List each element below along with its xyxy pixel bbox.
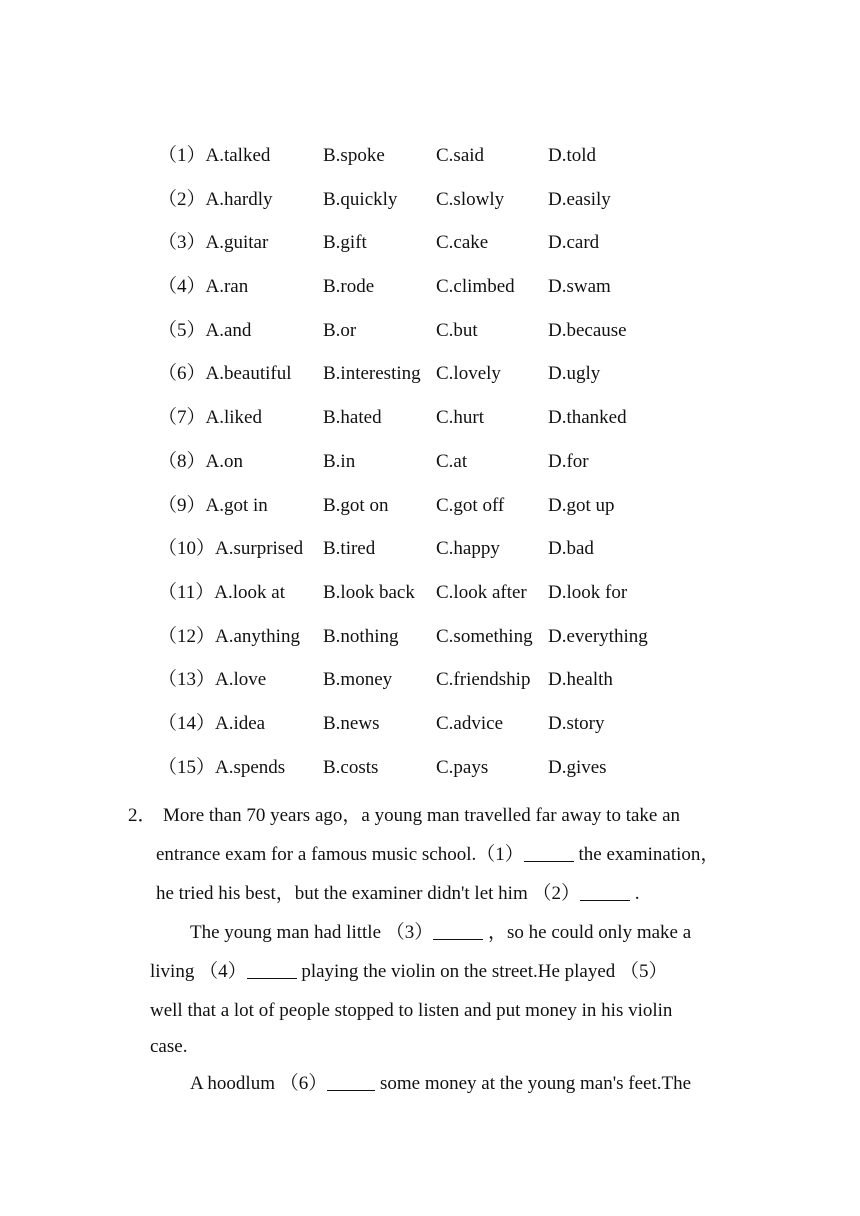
option-number-a: （5）A.and xyxy=(158,319,252,341)
question-2 xyxy=(128,796,748,1103)
option-d: D.bad xyxy=(548,538,594,560)
option-b: B.tired xyxy=(323,538,376,560)
option-number-a: （15）A.spends xyxy=(158,756,286,778)
option-row xyxy=(158,624,718,668)
option-b: B.hated xyxy=(323,407,382,429)
option-row xyxy=(158,711,718,755)
option-number-a: （10）A.surprised xyxy=(158,538,304,560)
blank-6[interactable] xyxy=(327,1072,375,1091)
option-row xyxy=(158,187,718,231)
option-b: B.quickly xyxy=(323,188,398,210)
option-c: C.something xyxy=(436,625,533,647)
option-b: B.gift xyxy=(323,232,367,254)
paragraph-2-line-2: living （4） playing the violin on the street.He played （5） xyxy=(150,961,668,982)
option-b: B.news xyxy=(323,712,380,734)
option-c: C.pays xyxy=(436,756,489,778)
option-row xyxy=(158,580,718,624)
blank-3[interactable] xyxy=(433,921,483,940)
option-row xyxy=(158,274,718,318)
option-d: D.got up xyxy=(548,494,615,516)
option-row xyxy=(158,361,718,405)
option-d: D.because xyxy=(548,319,627,341)
option-number-a: （11）A.look at xyxy=(158,581,286,603)
option-number-a: （7）A.liked xyxy=(158,407,262,429)
question-number: 2． xyxy=(128,805,157,826)
option-b: B.interesting xyxy=(323,363,421,385)
blank-2[interactable] xyxy=(580,882,630,901)
question-2-line-2: entrance exam for a famous music school.（1） the examination， xyxy=(156,844,720,865)
option-number-a: （9）A.got in xyxy=(158,494,268,516)
option-b: B.got on xyxy=(323,494,389,516)
option-row xyxy=(158,318,718,362)
option-row xyxy=(158,405,718,449)
option-number-a: （14）A.idea xyxy=(158,712,266,734)
option-c: C.said xyxy=(436,145,485,166)
option-b: B.rode xyxy=(323,276,375,298)
option-c: C.lovely xyxy=(436,363,501,385)
option-row xyxy=(158,230,718,274)
option-c: C.at xyxy=(436,450,468,472)
option-row xyxy=(158,143,718,187)
option-c: C.hurt xyxy=(436,407,485,429)
option-row xyxy=(158,755,718,799)
option-c: C.climbed xyxy=(436,276,515,298)
option-b: B.or xyxy=(323,319,357,341)
option-c: C.friendship xyxy=(436,669,531,691)
option-number-a: （3）A.guitar xyxy=(158,232,269,254)
option-d: D.swam xyxy=(548,276,611,298)
option-b: B.in xyxy=(323,450,356,472)
option-b: B.money xyxy=(323,669,393,691)
option-c: C.got off xyxy=(436,494,505,516)
question-2-line-3: he tried his best，but the examiner didn't let him （2） . xyxy=(156,883,640,904)
option-number-a: （1）A.talked xyxy=(158,145,271,166)
option-b: B.look back xyxy=(323,581,415,603)
option-c: C.slowly xyxy=(436,188,505,210)
option-number-a: （12）A.anything xyxy=(158,625,300,647)
option-d: D.gives xyxy=(548,756,607,778)
option-d: D.easily xyxy=(548,188,611,210)
option-b: B.spoke xyxy=(323,145,385,166)
options-table xyxy=(158,143,718,798)
option-d: D.card xyxy=(548,232,600,254)
option-d: D.thanked xyxy=(548,407,627,429)
paragraph-2-line-1: The young man had little （3） ，so he could only make a xyxy=(190,922,692,943)
option-b: B.nothing xyxy=(323,625,399,647)
option-d: D.ugly xyxy=(548,363,601,385)
option-row xyxy=(158,536,718,580)
option-number-a: （8）A.on xyxy=(158,450,243,472)
option-d: D.health xyxy=(548,669,613,691)
option-c: C.happy xyxy=(436,538,500,560)
option-b: B.costs xyxy=(323,756,379,778)
paragraph-3-line-1: A hoodlum （6） some money at the young man's feet.The xyxy=(190,1073,692,1094)
option-c: C.look after xyxy=(436,581,527,603)
option-d: D.told xyxy=(548,145,597,166)
question-text: More than 70 years ago，a young man travelled far away to take an xyxy=(163,805,681,826)
option-number-a: （6）A.beautiful xyxy=(158,363,292,385)
blank-1[interactable] xyxy=(524,843,574,862)
option-c: C.but xyxy=(436,319,478,341)
option-number-a: （2）A.hardly xyxy=(158,188,273,210)
blank-4[interactable] xyxy=(247,960,297,979)
option-row xyxy=(158,667,718,711)
option-row xyxy=(158,493,718,537)
option-d: D.look for xyxy=(548,581,628,603)
option-number-a: （4）A.ran xyxy=(158,276,249,298)
paragraph-2-line-3: well that a lot of people stopped to listen and put money in his violin xyxy=(150,1000,673,1021)
option-number-a: （13）A.love xyxy=(158,669,267,691)
option-d: D.story xyxy=(548,712,605,734)
option-d: D.everything xyxy=(548,625,648,647)
question-2-line-1 xyxy=(128,796,748,835)
paragraph-2-line-4: case. xyxy=(150,1036,188,1057)
option-d: D.for xyxy=(548,450,589,472)
option-c: C.cake xyxy=(436,232,489,254)
option-c: C.advice xyxy=(436,712,504,734)
option-row xyxy=(158,449,718,493)
